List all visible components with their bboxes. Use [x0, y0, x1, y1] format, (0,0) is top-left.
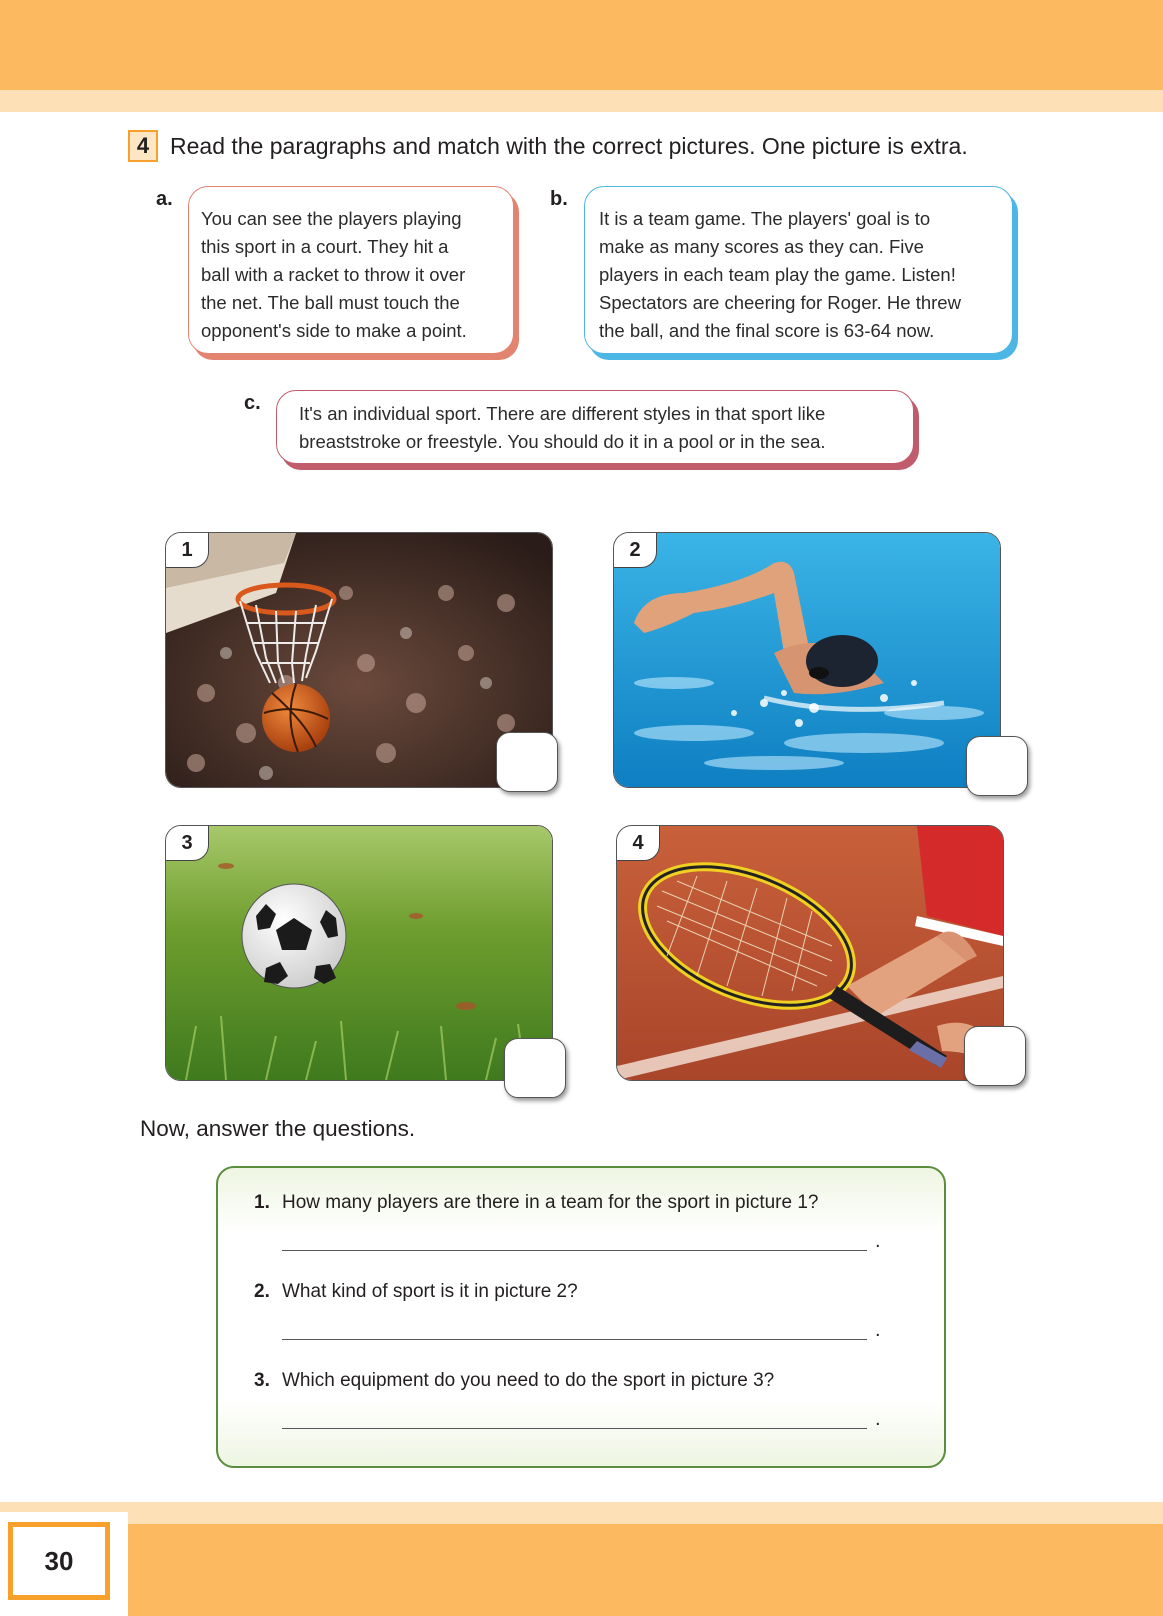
picture-4-answer-box[interactable]: [964, 1026, 1026, 1086]
paragraph-a-label: a.: [156, 188, 173, 210]
picture-1-basketball: [165, 532, 553, 788]
question-3-text: Which equipment do you need to do the sport in picture 3?: [282, 1370, 775, 1391]
question-1-text: How many players are there in a team for the sport in picture 1?: [282, 1192, 819, 1213]
bottom-color-band: [0, 1524, 1163, 1616]
top-light-band: [0, 90, 1163, 112]
paragraph-a-line: ball with a racket to throw it over: [201, 264, 466, 285]
picture-2-answer-box[interactable]: [966, 736, 1028, 796]
tennis-illustration: [617, 826, 1003, 1080]
paragraph-a-line: You can see the players playing: [201, 208, 462, 229]
question-3-number: 3.: [254, 1370, 270, 1391]
paragraph-b-line: It is a team game. The players' goal is to: [599, 208, 931, 229]
swimming-illustration: [614, 533, 1000, 787]
picture-1-number: 1: [165, 532, 209, 568]
picture-3-answer-box[interactable]: [504, 1038, 566, 1098]
picture-4-number: 4: [616, 825, 660, 861]
basketball-illustration: [166, 533, 552, 787]
football-illustration: [166, 826, 552, 1080]
paragraph-c-line: breaststroke or freestyle. You should do it in a pool or in the sea.: [299, 431, 826, 452]
paragraph-a-box: [188, 186, 514, 354]
question-2: [254, 1279, 578, 1305]
picture-1-answer-box[interactable]: [496, 732, 558, 792]
paragraph-b-box: [584, 186, 1013, 354]
bottom-light-band: [0, 1502, 1163, 1524]
paragraph-b-line: the ball, and the final score is 63-64 now.: [599, 320, 935, 341]
question-1-end-dot: .: [875, 1230, 881, 1252]
paragraph-b-label: b.: [550, 188, 568, 210]
question-1: [254, 1190, 818, 1216]
question-3-end-dot: .: [875, 1408, 881, 1430]
picture-2-number: 2: [613, 532, 657, 568]
paragraph-c-label: c.: [244, 392, 261, 414]
paragraph-c-line: It's an individual sport. There are different styles in that sport like: [299, 403, 826, 424]
paragraph-b-line: Spectators are cheering for Roger. He threw: [599, 292, 961, 313]
picture-4-tennis: [616, 825, 1004, 1081]
question-2-end-dot: .: [875, 1319, 881, 1341]
question-3: [254, 1368, 774, 1394]
question-2-answer-line[interactable]: [282, 1339, 867, 1340]
picture-3-number: 3: [165, 825, 209, 861]
question-3-answer-line[interactable]: [282, 1428, 867, 1429]
page-number: 30: [8, 1522, 110, 1600]
question-2-text: What kind of sport is it in picture 2?: [282, 1281, 578, 1302]
paragraph-a-line: this sport in a court. They hit a: [201, 236, 449, 257]
questions-heading: Now, answer the questions.: [140, 1116, 416, 1141]
picture-3-football: [165, 825, 553, 1081]
question-2-number: 2.: [254, 1281, 270, 1302]
question-1-number: 1.: [254, 1192, 270, 1213]
exercise-instruction: Read the paragraphs and match with the correct pictures. One picture is extra.: [170, 133, 968, 159]
question-1-answer-line[interactable]: [282, 1250, 867, 1251]
top-color-band: [0, 0, 1163, 90]
paragraph-c-box: [276, 390, 914, 464]
page-number-area: [0, 1512, 128, 1616]
paragraph-a-line: opponent's side to make a point.: [201, 320, 467, 341]
paragraph-b-line: players in each team play the game. Listen!: [599, 264, 956, 285]
questions-panel: [216, 1166, 946, 1468]
paragraph-b-line: make as many scores as they can. Five: [599, 236, 924, 257]
paragraph-a-line: the net. The ball must touch the: [201, 292, 460, 313]
exercise-number: 4: [128, 130, 158, 162]
picture-2-swimming: [613, 532, 1001, 788]
